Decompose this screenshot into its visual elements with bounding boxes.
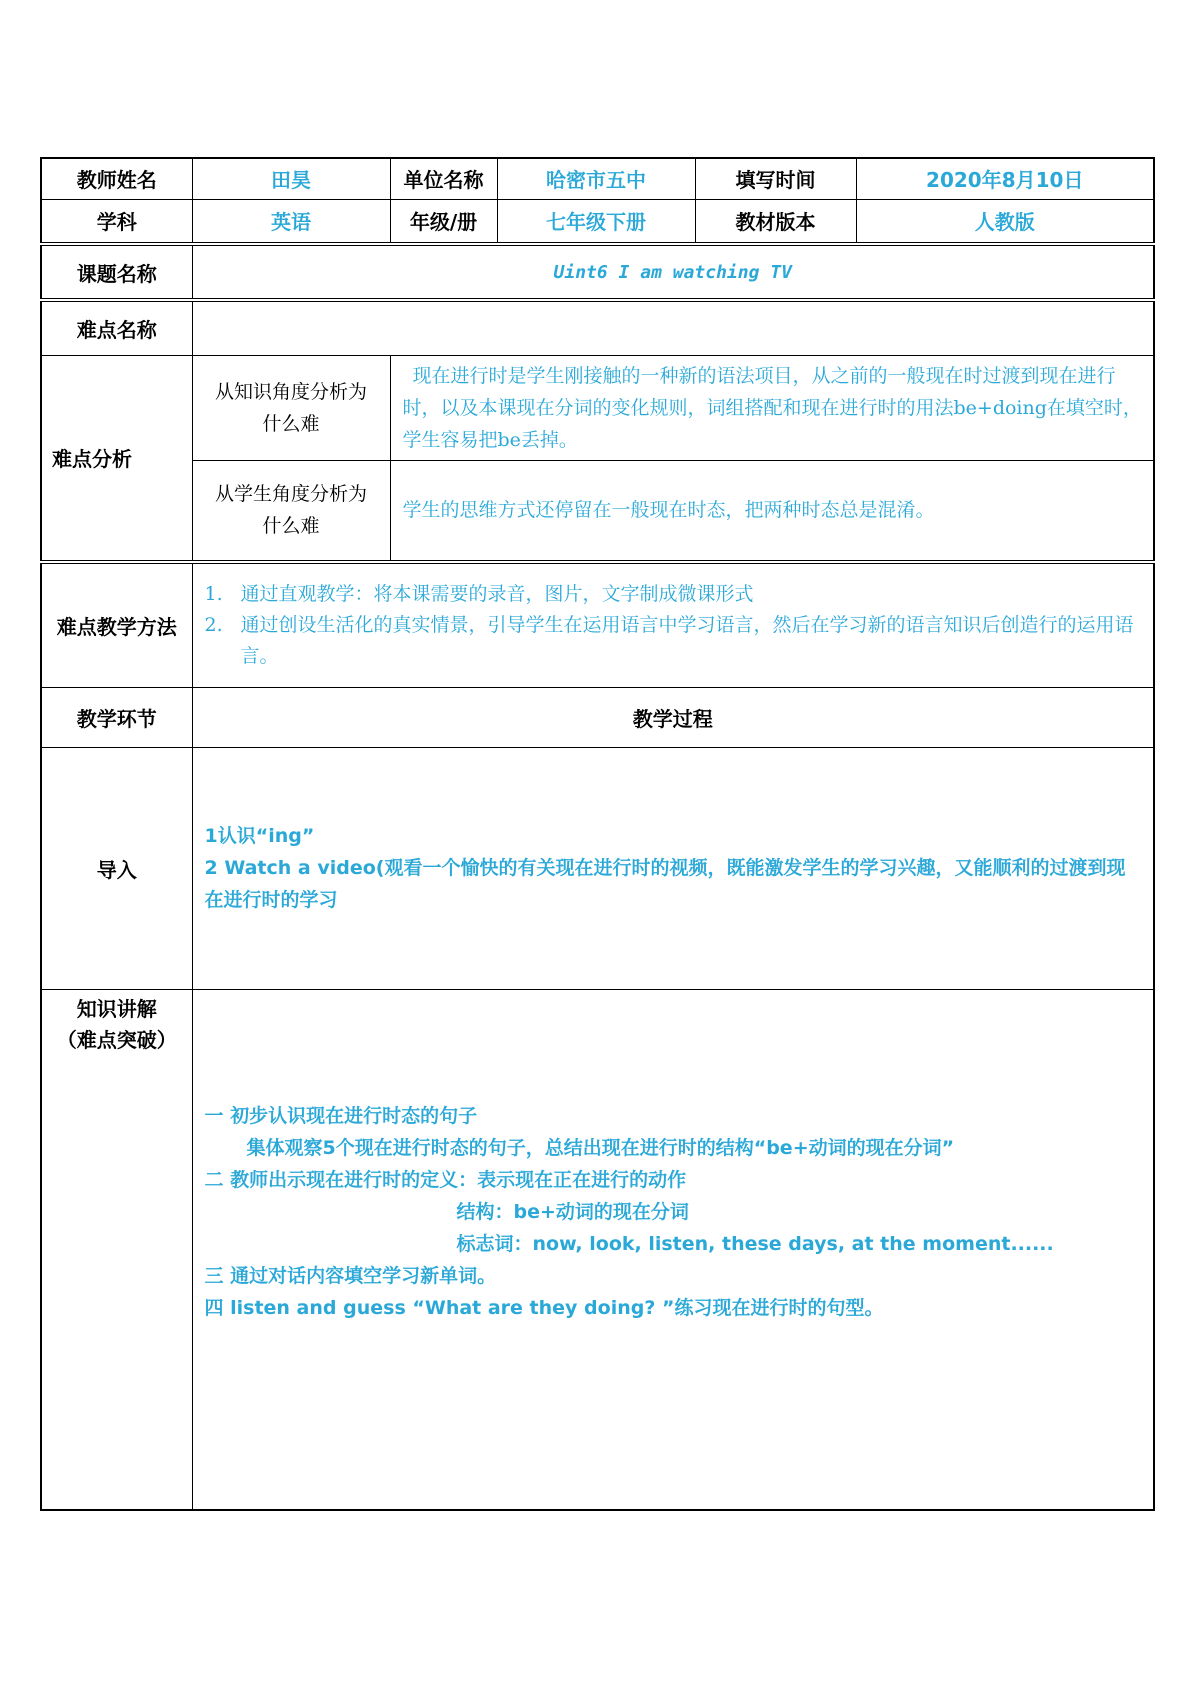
process-header-row — [41, 687, 1154, 747]
method-item-text: 通过创设生活化的真实情景，引导学生在运用语言中学习语言，然后在学习新的语言知识后创造行的运用语言。 — [240, 613, 1134, 667]
analysis-label: 难点分析 — [41, 355, 192, 562]
knowledge-label-line2: （难点突破） — [56, 1027, 177, 1052]
subject-label: 学科 — [41, 199, 192, 244]
method-cell — [192, 562, 1154, 687]
difficulty-name-row — [41, 300, 1154, 355]
intro-line-1: 1认识“ing” — [204, 825, 315, 847]
info-row-2 — [41, 199, 1154, 244]
info-row-1 — [41, 158, 1154, 199]
teacher-value: 田昊 — [192, 158, 390, 199]
knowledge-label-line1: 知识讲解 — [76, 996, 157, 1021]
unit-value: 哈密市五中 — [497, 158, 695, 199]
grade-value: 七年级下册 — [497, 199, 695, 244]
analysis-row-student — [41, 460, 1154, 562]
method-list — [193, 579, 1154, 672]
intro-row — [41, 747, 1154, 989]
form-table — [40, 157, 1155, 1511]
knowledge-cell — [192, 989, 1154, 1510]
method-item-text: 通过直观教学：将本课需要的录音，图片，文字制成微课形式 — [240, 582, 754, 605]
knowledge-label — [41, 989, 192, 1510]
knowledge-line-2: 集体观察5个现在进行时态的句子，总结出现在进行时的结构“be+动词的现在分词” — [246, 1136, 955, 1159]
student-angle-label-line2: 什么难 — [262, 515, 320, 538]
method-item — [205, 610, 1144, 672]
method-item — [205, 579, 1144, 610]
lesson-plan-form — [40, 157, 1153, 1511]
knowledge-row — [41, 989, 1154, 1510]
intro-line-2: 2 Watch a video(观看一个愉快的有关现在进行时的视频，既能激发学生的学习兴趣，又能顺利的过渡到现在进行时的学习 — [204, 857, 1126, 911]
topic-row — [41, 244, 1154, 300]
knowledge-line-1: 一 初步认识现在进行时态的句子 — [204, 1104, 478, 1127]
knowledge-line-7: 四 listen and guess “What are they doing? ”练习现在进行时的句型。 — [204, 1296, 884, 1319]
method-row — [41, 562, 1154, 687]
student-angle-label — [192, 460, 390, 562]
knowledge-angle-text: 现在进行时是学生刚接触的一种新的语法项目，从之前的一般现在时过渡到现在进行时，以及本课现在分词的变化规则，词组搭配和现在进行时的用法be+doing在填空时，学生容易把be丢掉。 — [402, 364, 1142, 451]
knowledge-angle-label-line2: 什么难 — [262, 412, 320, 435]
date-value: 2020年8月10日 — [856, 158, 1154, 199]
topic-value: Uint6 I am watching TV — [192, 244, 1154, 300]
student-angle-label-line1: 从学生角度分析为 — [214, 483, 367, 506]
teacher-label: 教师姓名 — [41, 158, 192, 199]
knowledge-line-3: 二 教师出示现在进行时的定义：表示现在正在进行的动作 — [204, 1168, 687, 1191]
student-angle-cell — [390, 460, 1154, 562]
textbook-value: 人教版 — [856, 199, 1154, 244]
knowledge-angle-cell — [390, 355, 1154, 460]
process-stage-header: 教学环节 — [41, 687, 192, 747]
knowledge-angle-label — [192, 355, 390, 460]
student-angle-text: 学生的思维方式还停留在一般现在时态，把两种时态总是混淆。 — [402, 499, 935, 522]
intro-cell — [192, 747, 1154, 989]
process-detail-header: 教学过程 — [192, 687, 1154, 747]
textbook-label: 教材版本 — [695, 199, 856, 244]
knowledge-line-4: 结构：be+动词的现在分词 — [456, 1200, 689, 1223]
knowledge-line-5: 标志词：now, look, listen, these days, at the moment...... — [456, 1232, 1054, 1255]
method-item-number: 2. — [204, 613, 223, 636]
method-label: 难点教学方法 — [41, 562, 192, 687]
knowledge-angle-label-line1: 从知识角度分析为 — [214, 380, 367, 403]
grade-label: 年级/册 — [390, 199, 497, 244]
knowledge-line-6: 三 通过对话内容填空学习新单词。 — [204, 1264, 497, 1287]
date-label: 填写时间 — [695, 158, 856, 199]
difficulty-name-value — [192, 300, 1154, 355]
unit-label: 单位名称 — [390, 158, 497, 199]
method-item-number: 1. — [204, 582, 223, 605]
subject-value: 英语 — [192, 199, 390, 244]
analysis-row-knowledge — [41, 355, 1154, 460]
topic-label: 课题名称 — [41, 244, 192, 300]
intro-label: 导入 — [41, 747, 192, 989]
difficulty-name-label: 难点名称 — [41, 300, 192, 355]
